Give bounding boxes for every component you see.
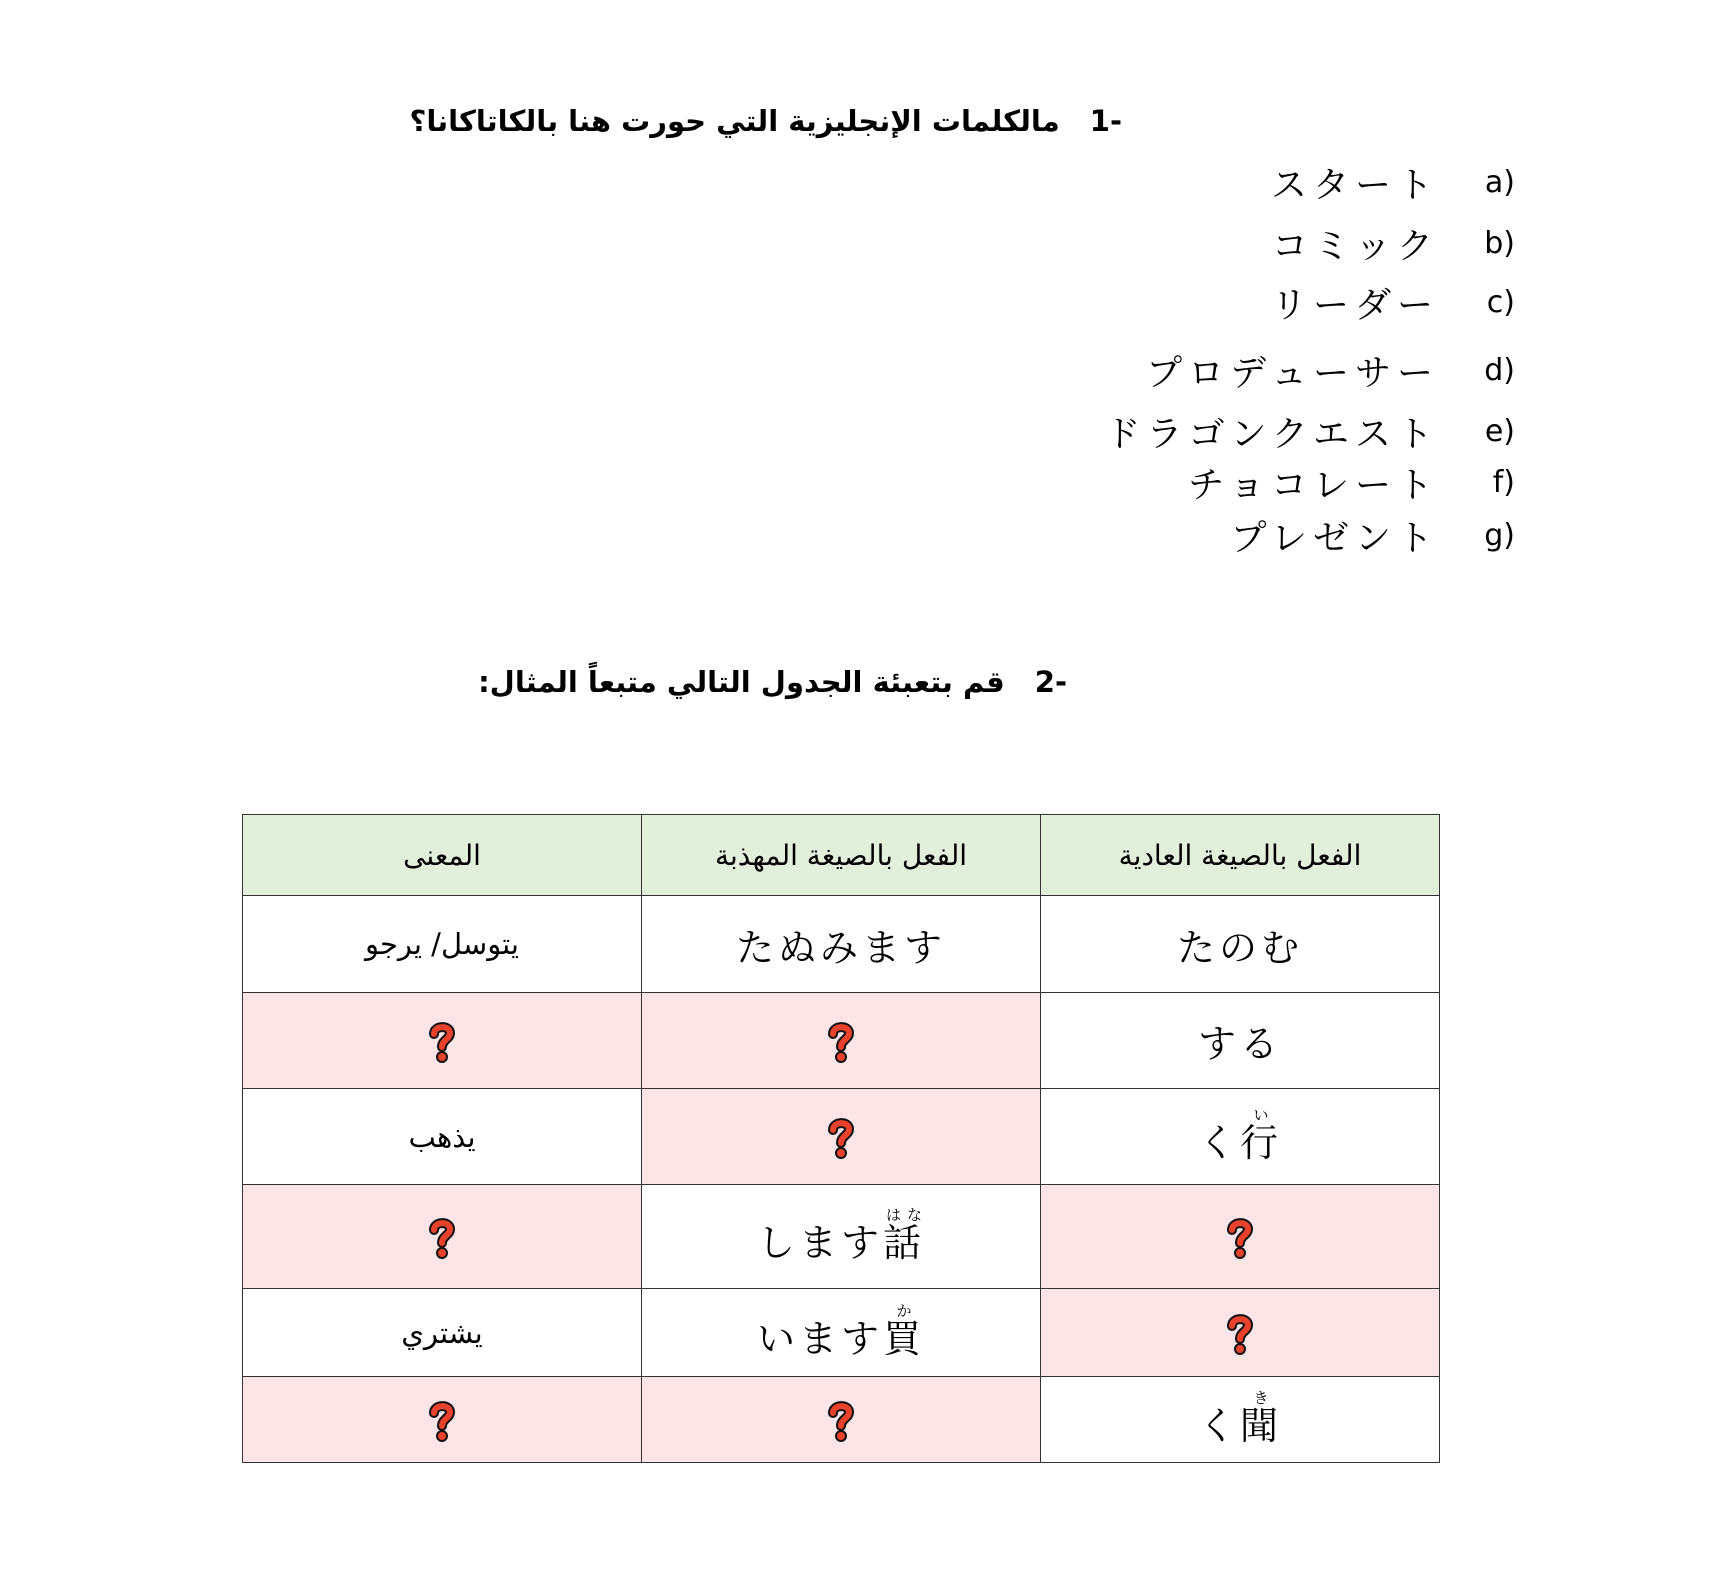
header-meaning: المعنى bbox=[243, 815, 642, 896]
cell-plain: する bbox=[1041, 993, 1440, 1089]
katakana-item bbox=[1104, 406, 1515, 457]
katakana-item bbox=[1272, 218, 1515, 269]
verb-table bbox=[242, 814, 1440, 1463]
question-1-number: -1 bbox=[1089, 104, 1122, 138]
question-2-number: -2 bbox=[1034, 665, 1067, 699]
question-mark-icon bbox=[1223, 1311, 1257, 1355]
cell-plain bbox=[1041, 1377, 1440, 1463]
kanji: 聞 bbox=[1240, 1404, 1283, 1448]
question-1-title bbox=[410, 104, 1122, 138]
item-letter: (a bbox=[1484, 165, 1515, 200]
kanji: 話 bbox=[883, 1221, 926, 1265]
cell-meaning-blank[interactable] bbox=[243, 1377, 642, 1463]
item-letter: (f bbox=[1492, 465, 1515, 500]
question-mark-icon bbox=[824, 1398, 858, 1442]
table-row bbox=[243, 1377, 1440, 1463]
katakana-item bbox=[1271, 157, 1515, 208]
cell-polite bbox=[642, 1185, 1041, 1289]
cell-meaning: يذهب bbox=[243, 1089, 642, 1185]
katakana-word: プロデューサー bbox=[1146, 353, 1439, 394]
question-mark-icon bbox=[1223, 1215, 1257, 1259]
item-letter: (e bbox=[1484, 414, 1515, 449]
furigana: き bbox=[1240, 1389, 1283, 1407]
table-header-row bbox=[243, 815, 1440, 896]
kanji: 買 bbox=[883, 1317, 926, 1361]
question-mark-icon bbox=[824, 1115, 858, 1159]
kanji: 行 bbox=[1240, 1121, 1283, 1165]
table-row bbox=[243, 993, 1440, 1089]
katakana-item bbox=[1188, 457, 1515, 508]
cell-meaning-blank[interactable] bbox=[243, 1185, 642, 1289]
question-2-text: قم بتعبئة الجدول التالي متبعاً المثال: bbox=[478, 665, 1005, 699]
cell-polite: たぬみます bbox=[642, 896, 1041, 993]
question-mark-icon bbox=[824, 1019, 858, 1063]
katakana-word: スタート bbox=[1270, 165, 1439, 206]
kana-rest: く bbox=[1197, 1121, 1240, 1165]
question-mark-icon bbox=[425, 1215, 459, 1259]
cell-meaning: يشتري bbox=[243, 1289, 642, 1377]
cell-meaning: يتوسل/ يرجو bbox=[243, 896, 642, 993]
header-plain-form: الفعل بالصيغة العادية bbox=[1041, 815, 1440, 896]
table-row bbox=[243, 1089, 1440, 1185]
katakana-item bbox=[1230, 510, 1515, 561]
cell-polite-blank[interactable] bbox=[642, 1377, 1041, 1463]
question-mark-icon bbox=[425, 1019, 459, 1063]
cell-polite-blank[interactable] bbox=[642, 993, 1041, 1089]
question-mark-icon bbox=[425, 1398, 459, 1442]
katakana-word: チョコレート bbox=[1188, 465, 1439, 506]
cell-polite-blank[interactable] bbox=[642, 1089, 1041, 1185]
kana-rest: く bbox=[1197, 1404, 1240, 1448]
kana-rest: います bbox=[756, 1317, 883, 1361]
katakana-word: プレゼント bbox=[1230, 518, 1439, 559]
katakana-word: リーダー bbox=[1270, 285, 1439, 326]
furigana: はな bbox=[883, 1206, 926, 1224]
cell-plain-blank[interactable] bbox=[1041, 1289, 1440, 1377]
item-letter: (c bbox=[1486, 285, 1515, 320]
cell-plain: たのむ bbox=[1041, 896, 1440, 993]
furigana: か bbox=[883, 1302, 926, 1320]
item-letter: (d bbox=[1484, 353, 1515, 388]
katakana-word: コミック bbox=[1271, 226, 1439, 267]
item-letter: (g bbox=[1484, 518, 1515, 553]
question-2-title bbox=[478, 665, 1067, 699]
table-row bbox=[243, 1185, 1440, 1289]
question-1-text: مالكلمات الإنجليزية التي حورت هنا بالكاتاكانا؟ bbox=[409, 104, 1060, 138]
header-polite-form: الفعل بالصيغة المهذبة bbox=[642, 815, 1041, 896]
table-row bbox=[243, 1289, 1440, 1377]
katakana-word: ドラゴンクエスト bbox=[1104, 414, 1439, 455]
cell-plain bbox=[1041, 1089, 1440, 1185]
furigana: い bbox=[1240, 1106, 1283, 1124]
cell-polite bbox=[642, 1289, 1041, 1377]
katakana-item bbox=[1146, 345, 1515, 396]
cell-meaning-blank[interactable] bbox=[243, 993, 642, 1089]
item-letter: (b bbox=[1484, 226, 1515, 261]
kana-rest: します bbox=[756, 1221, 883, 1265]
cell-plain-blank[interactable] bbox=[1041, 1185, 1440, 1289]
katakana-item bbox=[1271, 277, 1515, 328]
table-row bbox=[243, 896, 1440, 993]
